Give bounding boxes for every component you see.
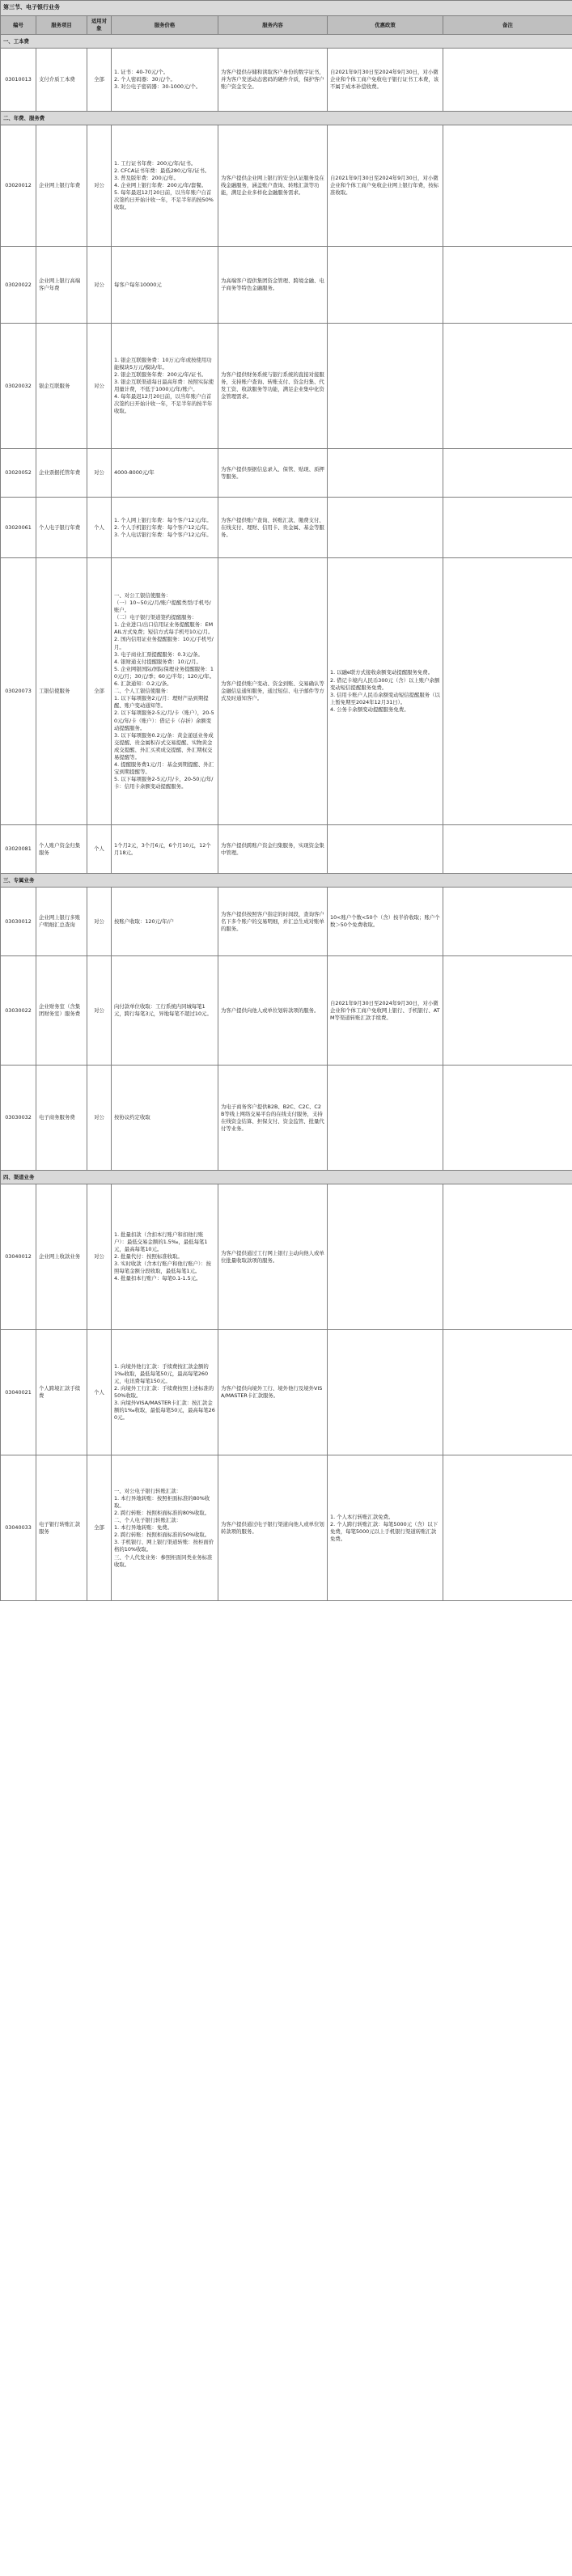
cell-price: 1. 工行证书年费：200元/年/证书。 2. CFCA证书年费：最低280元/年/证书。 3. 普及版年费：200元/年。 4. 企业网上银行年费：200元/年/套餐。 5. 每年最迟12月20日前，以当年账户自首次签约日开始计收一年，不足半年的按50%收取。 — [112, 125, 218, 247]
cell-target: 全部 — [87, 49, 112, 112]
document-title: 第三节、电子银行业务 — [1, 1, 572, 16]
cell-remark — [443, 825, 572, 874]
cell-price: 1. 向境外他行汇款：手续费按汇款金额的1‰收取，最低每笔50元，最高每笔260元，电讯费每笔150元。 2. 向境外工行汇款：手续费按照上述标准的50%收取。 3. 向境外VISA/MASTER卡汇款：按汇款金额的1‰收取，最低每笔50元，最高每笔260元。 — [112, 1330, 218, 1455]
cell-price: 1. 证书：40-70元/个。 2. 个人密码器：30元/个。 3. 对公电子密码器：30-1000元/个。 — [112, 49, 218, 112]
cell-policy — [328, 247, 443, 324]
cell-content: 为客户提供账户变动、资金到账、交易确认等金融信息通知服务，通过短信、电子邮件等方式及时通知客户。 — [218, 558, 328, 825]
header-content: 服务内容 — [218, 16, 328, 35]
cell-policy: 自2021年9月30日至2024年9月30日，对小微企业和个体工商户免收网上银行、手机银行、ATM等渠道转账汇款手续费。 — [328, 956, 443, 1066]
cell-policy — [328, 324, 443, 449]
cell-target: 个人 — [87, 498, 112, 558]
cell-target: 对公 — [87, 1184, 112, 1330]
cell-policy — [328, 825, 443, 874]
cell-content: 为客户提供存储和读取客户身份的数字证书，并为客户发送动态密码的硬件介质，保护客户账户资金安全。 — [218, 49, 328, 112]
cell-price: 1. 个人网上银行年费：每个客户12元/年。 2. 个人手机银行年费：每个客户12元/年。 3. 个人电话银行年费：每个客户12元/年。 — [112, 498, 218, 558]
cell-item: 支付介质工本费 — [36, 49, 87, 112]
header-item: 服务项目 — [36, 16, 87, 35]
section-title: 一、工本费 — [1, 35, 572, 49]
cell-code: 03020081 — [1, 825, 36, 874]
cell-item: 企业财务室（含集团财务室）服务费 — [36, 956, 87, 1066]
cell-price: 4000-8000元/年 — [112, 449, 218, 498]
cell-policy: 1. 个人本行转账汇款免费。 2. 个人跨行转账汇款：每笔5000元（含）以下免费，每笔5000元以上手机银行渠道转账汇款免费。 — [328, 1455, 443, 1601]
cell-item: 企业网上银行多账户明细汇总查询 — [36, 888, 87, 956]
cell-policy — [328, 449, 443, 498]
section-title: 三、专属业务 — [1, 874, 572, 888]
cell-policy: 自2021年9月30日至2024年9月30日，对小微企业和个体工商户免收企业网上银行年费，按标准收取。 — [328, 125, 443, 247]
cell-price: 1. 批量扣款（含扣本行账户和扣他行账户）：最低交易金额的1.5‰，最低每笔1元，最高每笔10元。 2. 批量代付：按照标准收取。 3. 实时收款（含本行账户和他行账户）：按照每笔金额分段收取，最低每笔1元。 4. 批量扣本行账户：每笔0.1-1.5元。 — [112, 1184, 218, 1330]
cell-code: 03020052 — [1, 449, 36, 498]
cell-remark — [443, 247, 572, 324]
cell-policy: 自2021年9月30日至2024年9月30日，对小微企业和个体工商户免收电子银行证书工本费，该不属于成本补偿收费。 — [328, 49, 443, 112]
cell-item: 企业网上银行高端客户年费 — [36, 247, 87, 324]
cell-content: 为客户提供账户查询、转账汇款、缴费支付、在线支付、理财、信用卡、贵金属、基金等服务。 — [218, 498, 328, 558]
title-row — [1, 1, 572, 16]
cell-price: 每客户每年10000元 — [112, 247, 218, 324]
cell-policy — [328, 1184, 443, 1330]
cell-remark — [443, 1330, 572, 1455]
section-row — [1, 1171, 572, 1184]
cell-content: 为客户提供票据信息录入、保管、贴现、质押等服务。 — [218, 449, 328, 498]
cell-code: 03020061 — [1, 498, 36, 558]
cell-target: 对公 — [87, 324, 112, 449]
cell-policy: 10<账户个数<50个（含）按半价收取；账户个数＞50个免费收取。 — [328, 888, 443, 956]
cell-content: 为高端客户提供集团资金管理、跨境金融、电子商务等特色金融服务。 — [218, 247, 328, 324]
table-row — [1, 1455, 572, 1601]
table-row — [1, 324, 572, 449]
cell-item: 企业票据托管年费 — [36, 449, 87, 498]
header-row — [1, 16, 572, 35]
cell-policy — [328, 498, 443, 558]
section-row — [1, 874, 572, 888]
cell-price: 按账户收取：120元/年/户 — [112, 888, 218, 956]
section-title: 四、渠道业务 — [1, 1171, 572, 1184]
cell-target: 对公 — [87, 247, 112, 324]
cell-price: 1. 银企互联服务费：10万元/年或按使用功能模块5万元/模块/年。 2. 银企互联服务年费：200元/年/证书。 3. 银企互联渠道每日最高年费：按照实际使用量计费，不低于1000元/年/账户。 4. 每年最迟12月20日前，以当年账户自首次签约日开始计收一年，不足半年的按半年收取。 — [112, 324, 218, 449]
cell-price: 按协议约定收取 — [112, 1066, 218, 1171]
cell-item: 个人电子银行年费 — [36, 498, 87, 558]
cell-target: 个人 — [87, 1330, 112, 1455]
header-price: 服务价格 — [112, 16, 218, 35]
cell-remark — [443, 888, 572, 956]
section-title: 二、年费、服务费 — [1, 112, 572, 125]
cell-content: 为客户提供向他人或单位划转款项的服务。 — [218, 956, 328, 1066]
cell-target: 对公 — [87, 888, 112, 956]
cell-remark — [443, 558, 572, 825]
table-row — [1, 1330, 572, 1455]
cell-content: 为客户提供企业网上银行的安全认证服务及在线金融服务，涵盖账户查询、转账汇款等功能，满足企业多样化金融服务需求。 — [218, 125, 328, 247]
table-row — [1, 825, 572, 874]
cell-content: 为客户提供通过工行网上银行主动向他人或单位批量收取款项的服务。 — [218, 1184, 328, 1330]
cell-remark — [443, 449, 572, 498]
cell-item: 银企互联服务 — [36, 324, 87, 449]
table-row — [1, 498, 572, 558]
cell-code: 03040021 — [1, 1330, 36, 1455]
cell-target: 对公 — [87, 956, 112, 1066]
cell-code: 03020012 — [1, 125, 36, 247]
cell-item: 电子商务服务费 — [36, 1066, 87, 1171]
cell-price: 一、对公工银信使服务： （一）10~50元/月/账户提醒类型/手机号/账户。 （二）电子银行渠道签约提醒服务： 1. 企业进口/出口信用证业务提醒服务：EMAIL方式免费；短信方式每手机号10元/月。 2. 国内信用证业务提醒服务：10元/手机号/月。 3. 电子商业汇票提醒服务：0.3元/条。 4. 银财通支付提醒服务费：10元/月。 5. 企业网银国际/国际保理业务提醒服务：10元/月；30元/季；60元/半年；120元/年。 6. 汇款通知：0.2元/条。 二、个人工银信使服务： 1. 以下每项服务2元/月：理财产品到期提醒、账户变动通知等。 2. 以下每项服务2-5元/月/卡（账户），20-50元/年/卡（账户）：借记卡（存折）余额变动提醒服务。 3. 以下每项服务0.2元/条：黄金递延业务成交提醒、贵金属积存式交易提醒、实物黄金成交提醒、外汇买卖成交提醒、外汇期权交易提醒等。 4. 提醒服务费1元/月：基金到期提醒、外汇宝到期提醒等。 5. 以下每项服务2-5元/月/卡，20-50元/年/卡：信用卡余额变动提醒服务。 — [112, 558, 218, 825]
table-row — [1, 888, 572, 956]
cell-item: 个人账户资金归集服务 — [36, 825, 87, 874]
cell-code: 03030032 — [1, 1066, 36, 1171]
cell-price: 1个月2元，3个月6元，6个月10元，12个月18元。 — [112, 825, 218, 874]
cell-code: 03040033 — [1, 1455, 36, 1601]
cell-remark — [443, 1455, 572, 1601]
cell-content: 为客户提供向境外工行、境外他行及境外VISA/MASTER卡汇款服务。 — [218, 1330, 328, 1455]
cell-remark — [443, 498, 572, 558]
cell-remark — [443, 125, 572, 247]
table-row — [1, 247, 572, 324]
section-row — [1, 35, 572, 49]
cell-code: 03010013 — [1, 49, 36, 112]
table-row — [1, 558, 572, 825]
cell-item: 个人跨境汇款手续费 — [36, 1330, 87, 1455]
cell-content: 为电子商务客户提供B2B、B2C、C2C、C2B等线上网络交易平台的在线支付服务，支持在线资金结算、担保支付、资金监管、批量代付等业务。 — [218, 1066, 328, 1171]
cell-item: 电子银行转账汇款服务 — [36, 1455, 87, 1601]
cell-item: 企业网上收款业务 — [36, 1184, 87, 1330]
cell-code: 03030022 — [1, 956, 36, 1066]
table-row — [1, 125, 572, 247]
cell-remark — [443, 49, 572, 112]
cell-item: 工银信使服务 — [36, 558, 87, 825]
cell-code: 03020073 — [1, 558, 36, 825]
table-row — [1, 449, 572, 498]
cell-content: 为客户提供通过电子银行渠道向他人或单位划转款项的服务。 — [218, 1455, 328, 1601]
cell-target: 对公 — [87, 1066, 112, 1171]
header-target: 适用对象 — [87, 16, 112, 35]
cell-item: 企业网上银行年费 — [36, 125, 87, 247]
cell-code: 03020032 — [1, 324, 36, 449]
cell-price: 一、对公电子银行转账汇款： 1. 本行异地转账：按照柜面标准的80%收取。 2. 跨行转账：按照柜面标准的80%收取。 二、个人电子银行转账汇款： 1. 本行异地转账：免费。 2. 跨行转账：按照柜面标准的50%收取。 3. 手机银行、网上银行渠道转账：按柜面价格的10%收取。 三、个人代发业务：参照柜面同类业务标准收取。 — [112, 1455, 218, 1601]
table-row — [1, 956, 572, 1066]
cell-code: 03030012 — [1, 888, 36, 956]
cell-code: 03040012 — [1, 1184, 36, 1330]
cell-remark — [443, 1066, 572, 1171]
cell-policy — [328, 1066, 443, 1171]
cell-remark — [443, 324, 572, 449]
table-row — [1, 49, 572, 112]
cell-price: 向付款单位收取：工行系统内同城每笔1元，跨行每笔3元，异地每笔不超过10元。 — [112, 956, 218, 1066]
table-row — [1, 1066, 572, 1171]
cell-target: 全部 — [87, 1455, 112, 1601]
cell-code: 03020022 — [1, 247, 36, 324]
table-row — [1, 1184, 572, 1330]
section-row — [1, 112, 572, 125]
cell-content: 为客户提供按照客户指定的时间段，查询客户名下多个账户的交易明细，并汇总生成对账单的服务。 — [218, 888, 328, 956]
cell-target: 个人 — [87, 825, 112, 874]
cell-target: 对公 — [87, 449, 112, 498]
cell-policy: 1. 以融e联方式接收余额变动提醒服务免费。 2. 借记卡境内人民币300元（含）以上账户余额变动短信提醒服务免费。 3. 信用卡账户人民币余额变动短信提醒服务（以上暂免期至2024年12月31日）。 4. 公务卡余额变动提醒服务免费。 — [328, 558, 443, 825]
header-code: 编号 — [1, 16, 36, 35]
cell-remark — [443, 956, 572, 1066]
cell-target: 全部 — [87, 558, 112, 825]
header-policy: 优惠政策 — [328, 16, 443, 35]
header-remark: 备注 — [443, 16, 572, 35]
cell-content: 为客户提供财务系统与银行系统的直接对接服务，支持账户查询、转账支付、资金归集、代发工资、收款服务等功能，满足企业集中化资金管理需求。 — [218, 324, 328, 449]
cell-target: 对公 — [87, 125, 112, 247]
cell-content: 为客户提供跨账户资金归集服务，实现资金集中管理。 — [218, 825, 328, 874]
cell-remark — [443, 1184, 572, 1330]
cell-policy — [328, 1330, 443, 1455]
